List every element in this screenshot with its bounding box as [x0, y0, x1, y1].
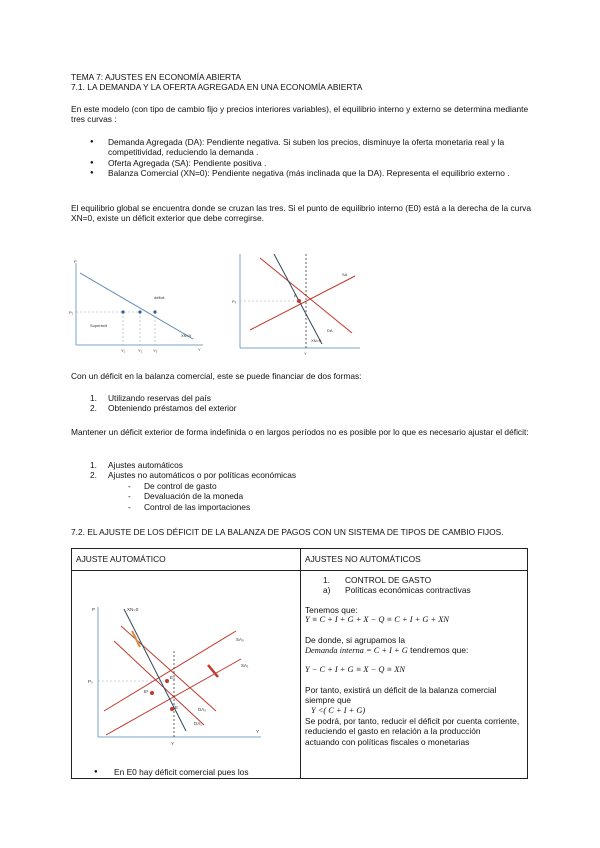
equation-1: Y ≡ C + I + G + X − Q ≡ C + I + G + XN [305, 615, 449, 625]
p0-label: P₀ [88, 679, 93, 684]
sa-label: SA [342, 272, 348, 277]
da-label: DA [327, 328, 333, 333]
equation-2: Y − C + I + G ≡ X − Q ≡ XN [305, 665, 405, 675]
list-item: - Devaluación de la moneda [128, 491, 250, 501]
list-item: - De control de gasto [128, 481, 250, 491]
politicas-item: a) Políticas económicas contractivas [323, 585, 471, 596]
intro-paragraph: En este modelo (con tipo de cambio fijo y precios interiores variables), el equilibrio interno y externo se determina mediante tres curvas : [71, 104, 529, 125]
xn-label: XN=0 [311, 338, 322, 343]
p0-label: P₀ [232, 299, 237, 304]
e-label: E [175, 705, 179, 710]
automatic-cell [72, 571, 301, 779]
y-label: Y [171, 741, 175, 746]
non-automatic-cell [301, 571, 528, 779]
sepodra-text: Se podrá, por tanto, reducir el déficit por cuenta corriente, reduciendo el gasto en relación a la producción [305, 716, 520, 737]
automatic-bullet: ● En E0 hay déficit comercial pues los [94, 767, 249, 777]
financing-list [90, 393, 237, 414]
portanto-text: Por tanto, existirá un déficit de la balanza comercial siempre que [305, 684, 497, 706]
section-title-7-1: 7.1. LA DEMANDA Y LA OFERTA AGREGADA EN UNA ECONOMÍA ABIERTA [71, 82, 363, 92]
list-item: - Control de las importaciones [128, 502, 250, 512]
figure-automatic-adjustment [86, 601, 266, 749]
y3-label: Y₃ [153, 348, 158, 353]
table-header-automatic: AJUSTE AUTOMÁTICO [72, 549, 301, 571]
list-item: ● Balanza Comercial (XN=0): Pendiente negativa (más inclinada que la DA). Representa el equilibrio externo . [90, 168, 530, 178]
adjust-list [90, 460, 296, 481]
da1-label: DA₁ [194, 721, 202, 726]
dedonde-text: De donde, si agrupamos la [305, 634, 406, 645]
y-axis-label: Y [198, 347, 201, 352]
doc-title: TEMA 7: AJUSTES EN ECONOMÍA ABIERTA [71, 72, 242, 82]
p1-label: P₁ [69, 310, 74, 315]
da0-label: DA₀ [198, 707, 207, 712]
adjustments-table [71, 548, 528, 779]
sa1-label: SA₁ [241, 663, 249, 668]
equation-3: Y <( C + I + G) [311, 705, 366, 715]
p-axis-label: P [74, 259, 77, 264]
sa0-label: SA₀ [236, 637, 244, 642]
list-item: 2. Ajustes no automáticos o por políticas económicas [90, 470, 297, 481]
deficit-label: déficit [154, 295, 165, 300]
list-item: ● Oferta Agregada (SA): Pendiente positiva . [90, 158, 530, 168]
financing-intro: Con un déficit en la balanza comercial, este se puede financiar de dos formas: [71, 371, 362, 381]
table-header-non-automatic: AJUSTES NO AUTOMÁTICOS [301, 549, 528, 571]
adjust-intro: Mantener un déficit exterior de forma indefinida o en largos períodos no es posible por lo que es necesario ajustar el déficit: [71, 427, 529, 437]
figure-equilibrium-graph [230, 248, 365, 358]
list-item: 2. Obteniendo préstamos del exterior [90, 403, 237, 414]
tenemos-text: Tenemos que: [305, 604, 358, 615]
list-item: 1. Ajustes automáticos [90, 460, 183, 470]
y-axis-label: Y [256, 729, 260, 734]
list-item: ● Demanda Agregada (DA): Pendiente negativa. Si suben los precios, disminuye la oferta monetaria real y la competitividad, reduciendo la demanda . [90, 137, 530, 158]
p-axis-label: P [92, 607, 96, 612]
xn-label: XN=0 [181, 333, 192, 338]
e1-label: E¹ [144, 689, 149, 694]
y1-label: Y₁ [121, 348, 126, 353]
e0-label: E₀ [170, 675, 175, 680]
superavit-label: Superávit [90, 323, 107, 328]
demanda-interna-line: Demanda interna = C + I + G tendremos que: [305, 645, 469, 656]
xn-label: XN=0 [127, 607, 139, 612]
section-title-7-2: 7.2. EL AJUSTE DE LOS DÉFICIT DE LA BALANZA DE PAGOS CON UN SISTEMA DE TIPOS DE CAMBIO FIJOS. [71, 527, 504, 537]
actuando-text: actuando con políticas fiscales o monetarias [305, 736, 470, 747]
figure-balance-graph [68, 255, 208, 355]
policies-list [128, 481, 250, 512]
equilibrium-paragraph: El equilibrio global se encuentra donde se cruzan las tres. Si el punto de equilibrio interno (E0) está a la derecha de la curva XN=0, existe un déficit exterior que debe corregirse. [71, 203, 531, 224]
y-label: Y [304, 351, 307, 356]
control-gasto-item: 1. CONTROL DE GASTO [323, 575, 432, 585]
y2-label: Y₂ [138, 348, 143, 353]
e-label: E [294, 293, 297, 298]
list-item: 1. Utilizando reservas del país [90, 393, 211, 403]
curves-list [90, 137, 530, 179]
